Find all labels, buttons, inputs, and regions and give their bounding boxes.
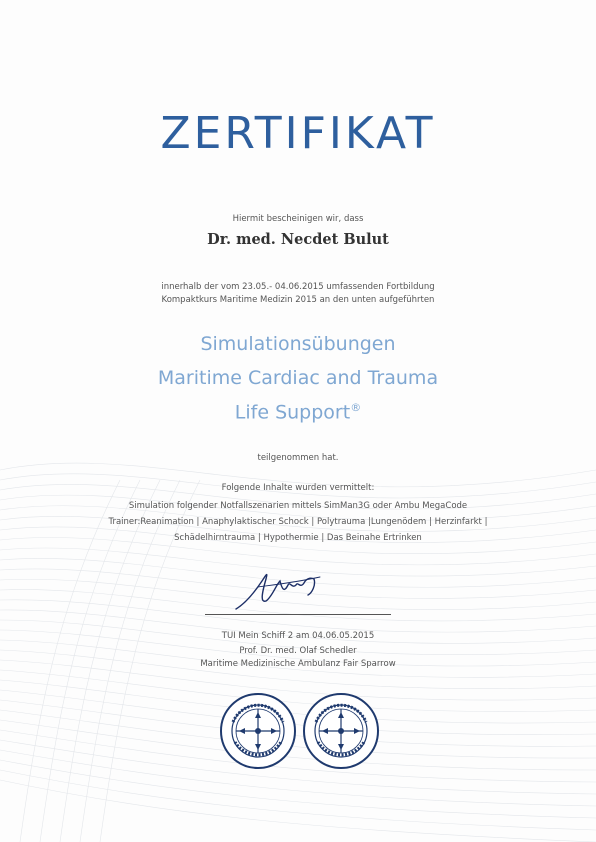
signer-organization: Maritime Medizinische Ambulanz Fair Sparrow [200,659,396,669]
context-line-2: Kompaktkurs Maritime Medizin 2015 an den unten aufgeführten [161,295,435,305]
signature-line [205,614,391,615]
seal-trauma-life-support [219,692,297,770]
course-line-3 [0,401,596,423]
signer-name: Prof. Dr. med. Olaf Schedler [239,646,357,656]
contents-heading: Folgende Inhalte wurden vermittelt: [221,483,375,493]
course-line-1: Simulationsübungen [200,333,396,355]
seal-cardiac-life-support [302,692,380,770]
participated-text: teilgenommen hat. [257,453,339,463]
contents-line-3: Schädelhirntrauma | Hypothermie | Das Beinahe Ertrinken [174,533,422,543]
contents-line-2: Trainer:Reanimation | Anaphylaktischer Schock | Polytrauma |Lungenödem | Herzinfarkt | [108,517,488,527]
contents-line-1: Simulation folgender Notfallszenarien mittels SimMan3G oder Ambu MegaCode [128,501,468,511]
course-line-2: Maritime Cardiac and Trauma [157,367,439,389]
handwritten-signature [232,563,332,613]
context-line-1: innerhalb der vom 23.05.- 04.06.2015 umfassenden Fortbildung [161,282,435,292]
registered-mark: ® [350,401,362,414]
certificate-title: ZERTIFIKAT [160,108,436,159]
recipient-name: Dr. med. Necdet Bulut [207,231,389,248]
intro-text: Hiermit bescheinigen wir, dass [232,214,364,224]
place-date: TUI Mein Schiff 2 am 04.06.05.2015 [221,631,375,641]
course-line-3-text: Life Support [234,401,351,424]
